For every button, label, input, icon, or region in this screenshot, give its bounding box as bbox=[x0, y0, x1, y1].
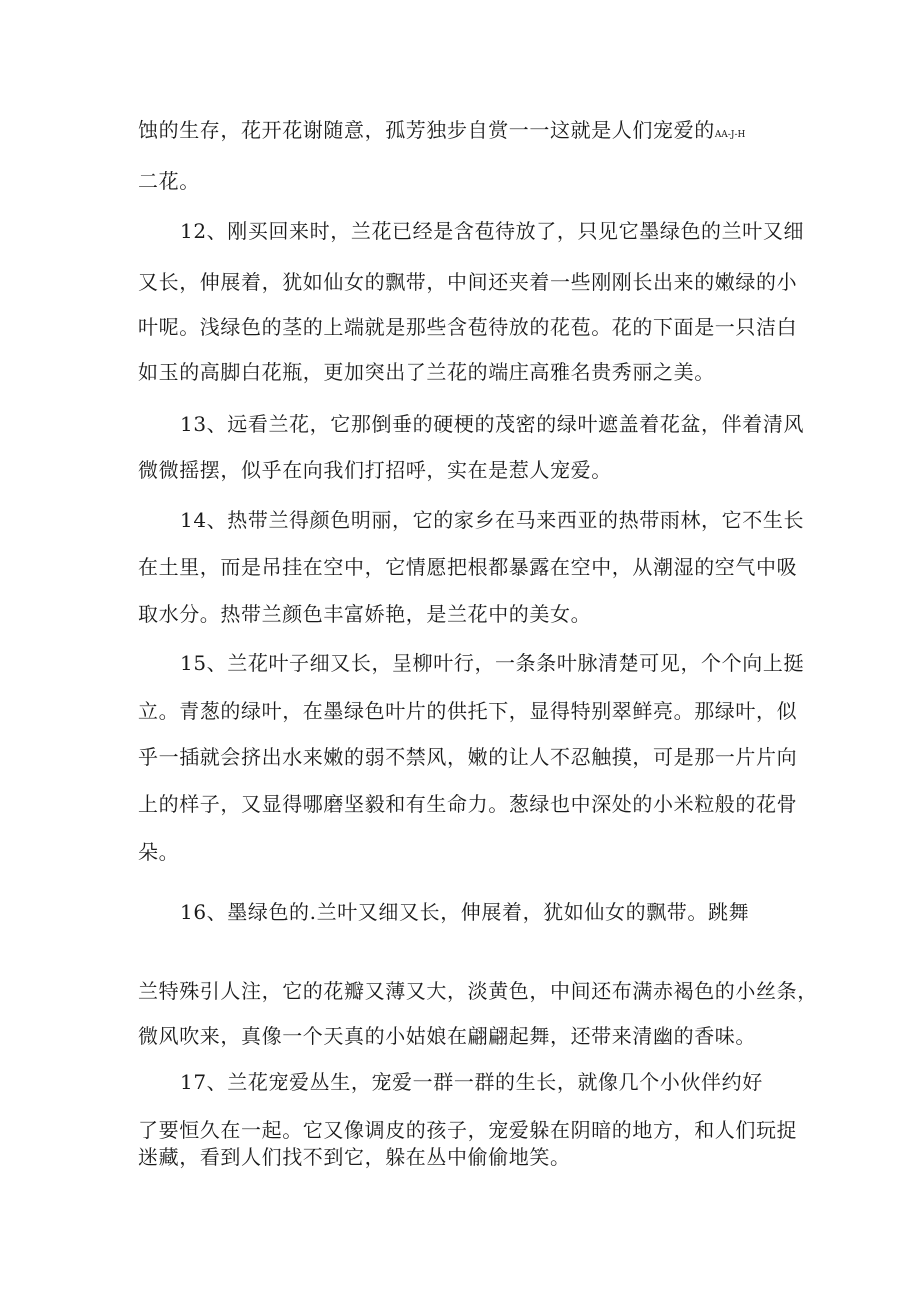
text-line: 二花。 bbox=[138, 169, 200, 193]
paragraph-17-line: 迷藏，看到人们找不到它，躲在丛中偷偷地笑。 bbox=[138, 1145, 571, 1169]
paragraph-12-line: 12、刚买回来时，兰花已经是含苞待放了，只见它墨绿色的兰叶又细 bbox=[180, 219, 805, 243]
paragraph-17-line: 了要恒久在一起。它又像调皮的孩子，宠爱躲在阴暗的地方，和人们玩捉 bbox=[138, 1118, 798, 1142]
paragraph-13-line: 微微摇摆，似乎在向我们打招呼，实在是惹人宠爱。 bbox=[138, 458, 612, 482]
paragraph-12-line: 又长，伸展着，犹如仙女的飘带，中间还夹着一些刚刚长出来的嫩绿的小 bbox=[138, 270, 798, 294]
text-line: 蚀的生存，花开花谢随意，孤芳独步自赏一一这就是人们宠爱的AA-J-H bbox=[138, 118, 746, 142]
paragraph-16-line: 兰特殊引人注，它的花瓣又薄又大，淡黄色，中间还布满赤褐色的小丝条， bbox=[138, 979, 818, 1003]
paragraph-16-line: 微风吹来，真像一个天真的小姑娘在翩翩起舞，还带来清幽的香味。 bbox=[138, 1024, 756, 1048]
paragraph-12-line: 如玉的高脚白花瓶，更加突出了兰花的端庄高雅名贵秀丽之美。 bbox=[138, 360, 715, 384]
paragraph-15-line: 乎一插就会挤出水来嫩的弱不禁风，嫩的让人不忍触摸，可是那一片片向 bbox=[138, 745, 798, 769]
paragraph-14-line: 在土里，而是吊挂在空中，它情愿把根都暴露在空中，从潮湿的空气中吸 bbox=[138, 555, 798, 579]
paragraph-15-line: 上的样子，又显得哪磨坚毅和有生命力。葱绿也中深处的小米粒般的花骨 bbox=[138, 792, 798, 816]
paragraph-14-line: 取水分。热带兰颜色丰富娇艳，是兰花中的美女。 bbox=[138, 602, 592, 626]
paragraph-15-line: 15、兰花叶子细又长，呈柳叶行，一条条叶脉清楚可见，个个向上挺 bbox=[180, 651, 805, 675]
paragraph-14-line: 14、热带兰得颜色明丽，它的家乡在马来西亚的热带雨林，它不生长 bbox=[180, 508, 805, 532]
paragraph-16-line: 16、墨绿色的.兰叶又细又长，伸展着，犹如仙女的飘带。跳舞 bbox=[180, 900, 750, 924]
paragraph-12-line: 叶呢。浅绿色的茎的上端就是那些含苞待放的花苞。花的下面是一只洁白 bbox=[138, 315, 798, 339]
paragraph-15-line: 朵。 bbox=[138, 840, 180, 864]
garbled-suffix: AA-J-H bbox=[714, 130, 746, 140]
paragraph-15-line: 立。青葱的绿叶，在墨绿色叶片的供托下，显得特别翠鲜亮。那绿叶，似 bbox=[138, 699, 798, 723]
paragraph-17-line: 17、兰花宠爱丛生，宠爱一群一群的生长，就像几个小伙伴约好 bbox=[180, 1070, 763, 1094]
paragraph-13-line: 13、远看兰花，它那倒垂的硬梗的茂密的绿叶遮盖着花盆，伴着清风 bbox=[180, 412, 805, 436]
